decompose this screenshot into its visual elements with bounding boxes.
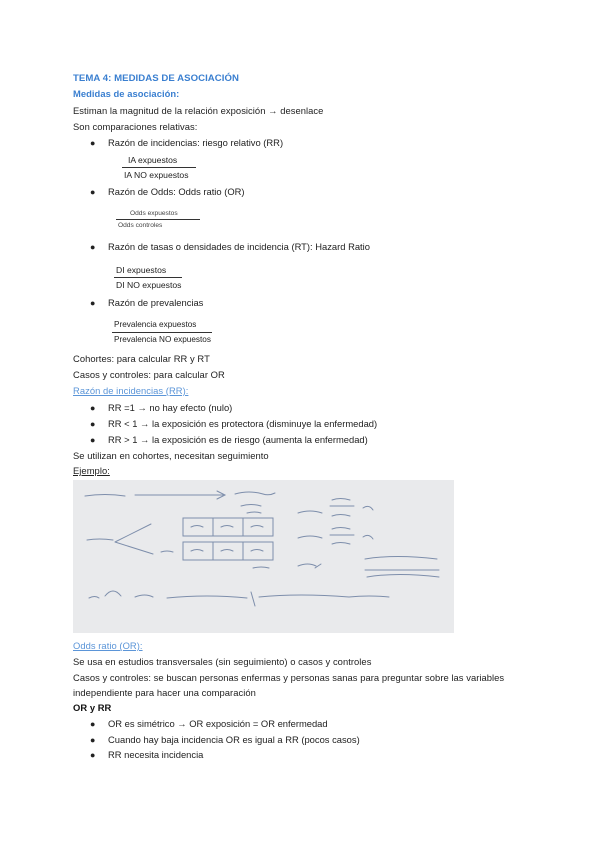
bullet-icon: ● <box>90 419 96 429</box>
text-line: Casos y controles: se buscan personas enfermas y personas sanas para preguntar sobre las variables <box>73 672 505 683</box>
fraction-rt <box>116 264 182 291</box>
bullet-text: RR necesita incidencia <box>108 749 204 760</box>
text-line: Se utilizan en cohortes, necesitan seguimiento <box>73 450 269 461</box>
bullet-text: RR < 1 → la exposición es protectora (disminuye la enfermedad) <box>108 418 378 429</box>
fraction-bar <box>122 167 196 168</box>
bullet-icon: ● <box>90 750 96 760</box>
handwritten-example-image <box>73 480 454 633</box>
bullet-text: OR es simétrico → OR exposición = OR enfermedad <box>108 718 328 729</box>
fraction-denominator: Odds controles <box>118 222 163 229</box>
section-heading-rr[interactable]: Razón de incidencias (RR): <box>73 385 189 396</box>
bullet-icon: ● <box>90 298 96 308</box>
bullet-text: RR =1 → no hay efecto (nulo) <box>108 402 233 413</box>
bullet-text: RR > 1 → la exposición es de riesgo (aumenta la enfermedad) <box>108 434 368 445</box>
example-label: Ejemplo: <box>73 465 110 476</box>
fraction-bar <box>116 219 200 220</box>
fraction-bar <box>112 332 212 333</box>
fraction-numerator: Odds expuestos <box>130 210 178 217</box>
bullet-icon: ● <box>90 242 96 252</box>
fraction-numerator: DI expuestos <box>116 265 167 275</box>
bullet-icon: ● <box>90 735 96 745</box>
fraction-numerator: IA expuestos <box>128 155 178 165</box>
subheading-or-rr: OR y RR <box>73 702 112 713</box>
handwriting-sketch <box>73 480 454 633</box>
fraction-numerator: Prevalencia expuestos <box>114 320 197 329</box>
bullet-icon: ● <box>90 187 96 197</box>
fraction-or <box>118 209 200 230</box>
bullet-icon: ● <box>90 719 96 729</box>
text-line: Cohortes: para calcular RR y RT <box>73 353 210 364</box>
document-title: TEMA 4: MEDIDAS DE ASOCIACIÓN <box>73 73 239 84</box>
bullet-text: Razón de prevalencias <box>108 297 204 308</box>
section-heading-medidas: Medidas de asociación: <box>73 88 180 99</box>
section-heading-or[interactable]: Odds ratio (OR): <box>73 640 143 651</box>
text-line: Son comparaciones relativas: <box>73 121 198 132</box>
fraction-denominator: DI NO expuestos <box>116 280 182 290</box>
fraction-rr <box>124 154 196 181</box>
text-line: Casos y controles: para calcular OR <box>73 369 225 380</box>
bullet-icon: ● <box>90 403 96 413</box>
fraction-bar <box>114 277 182 278</box>
bullet-icon: ● <box>90 138 96 148</box>
text-line: Se usa en estudios transversales (sin seguimiento) o casos y controles <box>73 656 372 667</box>
bullet-text: Razón de tasas o densidades de incidencia (RT): Hazard Ratio <box>108 241 370 252</box>
fraction-denominator: Prevalencia NO expuestos <box>114 335 211 344</box>
bullet-text: Cuando hay baja incidencia OR es igual a RR (pocos casos) <box>108 734 360 745</box>
fraction-denominator: IA NO expuestos <box>124 170 189 180</box>
text-line: independiente para hacer una comparación <box>73 687 256 698</box>
bullet-text: Razón de Odds: Odds ratio (OR) <box>108 186 245 197</box>
text-line: Estiman la magnitud de la relación exposición → desenlace <box>73 105 324 116</box>
bullet-text: Razón de incidencias: riesgo relativo (RR) <box>108 137 284 148</box>
fraction-rp <box>114 319 212 346</box>
bullet-icon: ● <box>90 435 96 445</box>
